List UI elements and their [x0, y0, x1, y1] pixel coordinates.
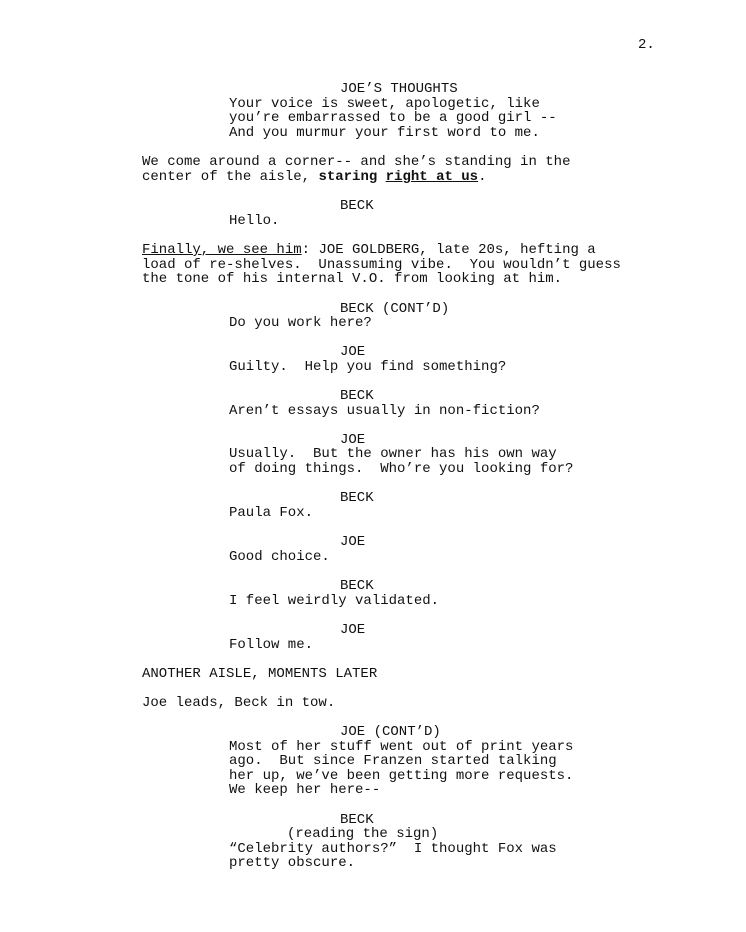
character-cue: JOE’S THOUGHTS	[340, 81, 458, 97]
action-line: We come around a corner-- and she’s standing in the	[142, 154, 571, 170]
parenthetical: (reading the sign)	[287, 826, 439, 842]
character-cue: JOE (CONT’D)	[340, 724, 441, 740]
action-text: : JOE GOLDBERG, late 20s, hefting a	[301, 242, 596, 258]
character-cue: JOE	[340, 622, 366, 638]
action-line-underlined	[142, 243, 596, 258]
character-cue: BECK	[340, 490, 374, 506]
dialogue-line: And you murmur your first word to me.	[229, 125, 540, 141]
dialogue-line: Follow me.	[229, 637, 314, 653]
dialogue-line: Usually. But the owner has his own way	[229, 446, 557, 462]
character-cue: BECK	[340, 198, 374, 214]
underlined-text: Finally, we see him	[142, 242, 302, 258]
character-cue: BECK	[340, 812, 374, 828]
action-line: load of re-shelves. Unassuming vibe. You wouldn’t guess	[142, 257, 621, 273]
character-cue: JOE	[340, 534, 366, 550]
character-cue: BECK (CONT’D)	[340, 301, 450, 317]
dialogue-line: Aren’t essays usually in non-fiction?	[229, 403, 540, 419]
dialogue-line: Good choice.	[229, 549, 330, 565]
dialogue-line: Guilty. Help you find something?	[229, 359, 507, 375]
dialogue-line: Most of her stuff went out of print years	[229, 739, 574, 755]
dialogue-line: Hello.	[229, 213, 280, 229]
character-cue: BECK	[340, 388, 374, 404]
dialogue-line: “Celebrity authors?” I thought Fox was	[229, 841, 557, 857]
scene-heading: ANOTHER AISLE, MOMENTS LATER	[142, 666, 378, 682]
dialogue-line: ago. But since Franzen started talking	[229, 753, 557, 769]
dialogue-line: I feel weirdly validated.	[229, 593, 440, 609]
dialogue-line: Paula Fox.	[229, 505, 314, 521]
dialogue-line: you’re embarrassed to be a good girl --	[229, 110, 557, 126]
dialogue-line: Do you work here?	[229, 315, 372, 331]
bold-underlined-text: right at us	[385, 169, 479, 185]
action-line-emphasis	[142, 170, 486, 185]
action-text: .	[478, 169, 487, 185]
action-text: center of the aisle,	[142, 169, 319, 185]
character-cue: BECK	[340, 578, 374, 594]
dialogue-line: pretty obscure.	[229, 855, 356, 871]
dialogue-line: her up, we’ve been getting more requests.	[229, 768, 574, 784]
character-cue: JOE	[340, 432, 366, 448]
dialogue-line: Your voice is sweet, apologetic, like	[229, 96, 540, 112]
space-text	[377, 169, 385, 185]
character-cue: JOE	[340, 344, 366, 360]
dialogue-line: We keep her here--	[229, 782, 381, 798]
dialogue-line: of doing things. Who’re you looking for?	[229, 461, 574, 477]
action-line: Joe leads, Beck in tow.	[142, 695, 336, 711]
action-line: the tone of his internal V.O. from looking at him.	[142, 271, 563, 287]
page-number: 2.	[638, 37, 655, 53]
bold-text: staring	[318, 169, 378, 185]
